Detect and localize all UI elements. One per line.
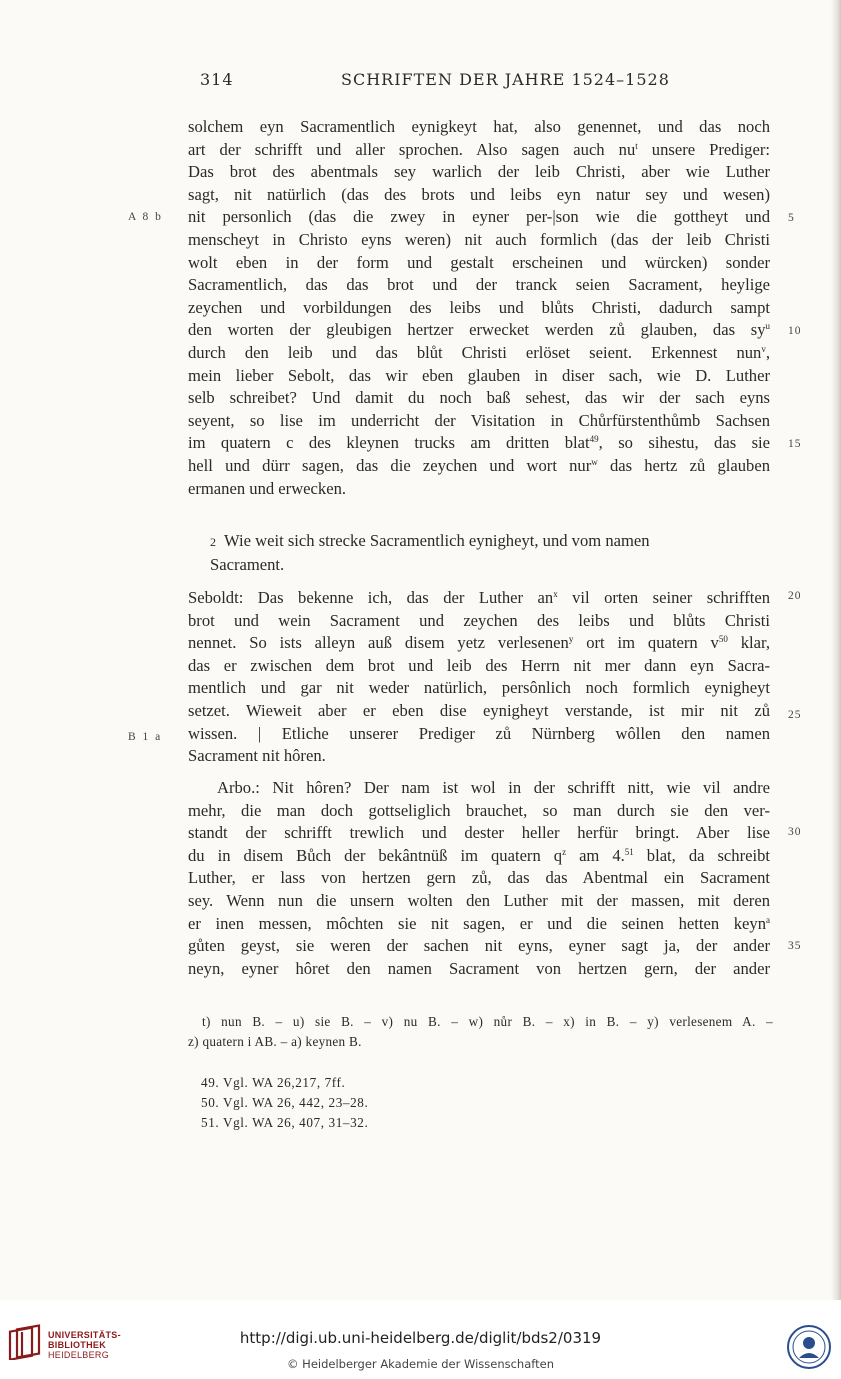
margin-siglum-b1a: B 1 a: [128, 731, 163, 743]
line-number: 10: [788, 325, 802, 337]
section-heading-line-2: Sacrament.: [210, 554, 285, 574]
text-line: standt der schrifft trewlich und dester heller herfür bringt. Aber lise: [188, 823, 770, 843]
text-line: Seboldt: Das bekenne ich, das der Luther $an^x$ vil orten seiner schrifften: [188, 588, 770, 607]
paragraph-2: [188, 587, 770, 768]
text-line: nennet. So ists alleyn auß disem yetz verlesenen$^y$ ort im quatern $v^{50}$ klar,: [188, 633, 770, 653]
text-line: nit personlich (das die zwey in eyner per-|son wie die gottheyt und: [188, 207, 770, 227]
reference-note: 51. Vgl. WA 26, 407, 31–32.: [201, 1115, 369, 1130]
text-line: sey. Wenn nun die unsern wolten den Luther mit der massen, mit deren: [188, 890, 770, 910]
text-line: art der schrifft und aller sprochen. Also sagen auch $nu^t$ unsere Prediger:: [188, 139, 770, 159]
reference-note: 49. Vgl. WA 26,217, 7ff.: [201, 1075, 346, 1090]
text-line: zeychen und vorbildungen des leibs und blůts Christi, dadurch sampt: [188, 297, 770, 317]
text-line: mehr, die man doch gottseliglich brauchet, so man durch sie den ver-: [188, 800, 770, 820]
text-line: ermanen und erwecken.: [188, 478, 347, 498]
text-line: mein lieber Sebolt, das wir eben glauben in diser sach, wie D. Luther: [188, 365, 770, 385]
reference-notes: [201, 1073, 368, 1133]
text-line: durch den leib und das blůt Christi erlöset seient. Erkennest nun$^v$,: [188, 342, 770, 362]
text-line: seyent, so lise im underricht der Visitation in Chůrfürstenthůmb Sachsen: [188, 410, 770, 430]
section-heading: [210, 530, 770, 576]
line-number: 25: [788, 709, 802, 721]
text-line: menscheyt in Christo eyns weren) nit auch formlich (das der leib Christi: [188, 229, 770, 249]
text-line: den worten der gleubigen hertzer erwecket werden zů glauben, das $sy^u$: [188, 320, 770, 340]
text-line: Luther, er lass von hertzen gern zů, das das Abentmal ein Sacrament: [188, 868, 770, 888]
book-spine-shadow: [831, 0, 841, 1300]
academy-seal-icon[interactable]: [786, 1324, 832, 1370]
line-number: 30: [788, 826, 802, 838]
line-number: 20: [788, 590, 802, 602]
text-line: Sacramentlich, das das brot und der tranck seien Sacrament, heylige: [188, 275, 770, 295]
document-url-link[interactable]: http://digi.ub.uni-heidelberg.de/diglit/bds2/0319: [239, 1329, 602, 1347]
text-line: im quatern c des kleynen trucks am dritten blat$^{49}$, so sihestu, das sie: [188, 433, 771, 453]
running-title: SCHRIFTEN DER JAHRE 1524–1528: [341, 70, 670, 89]
text-line: hell und dürr sagen, das die zeychen und wort nur$^w$ das hertz zů glauben: [188, 455, 770, 475]
paragraph-1: [188, 116, 770, 500]
text-line: mentlich und gar nit weder natürlich, persônlich noch formlich eynigheyt: [188, 678, 770, 698]
text-line: sagt, nit natürlich (das des brots und leibs eyn natur sey und wesen): [188, 184, 770, 204]
reference-note: 50. Vgl. WA 26, 442, 23–28.: [201, 1095, 369, 1110]
text-line: solchem eyn Sacramentlich eynigkeyt hat, also genennet, und das noch: [188, 117, 770, 136]
text-line: das er zwischen dem brot und leib des Herrn nit mer dann eyn Sacra-: [188, 655, 770, 675]
line-number: 15: [788, 438, 802, 450]
text-line: du in disem Bůch der bekântnüß im quatern $q^z$ am 4.51 blat, da schreibt: [188, 845, 771, 865]
text-line: Das brot des abentmals sey warlich der leib Christi, aber wie Luther: [188, 162, 770, 182]
running-head: [0, 68, 841, 92]
text-line: neyn, eyner hôret den namen Sacrament von hertzen gern, der ander: [188, 958, 770, 978]
text-line: Arbo.: Nit hôren? Der nam ist wol in der schrifft nitt, wie vil andre: [217, 778, 770, 797]
text-line: Sacrament nit hôren.: [188, 746, 326, 766]
text-line: selb schreibet? Und damit du noch baß sehest, das wir der sach eyns: [188, 388, 770, 408]
paragraph-3: [188, 777, 770, 980]
university-library-logo-text[interactable]: UNIVERSITÄTS- BIBLIOTHEK HEIDELBERG: [48, 1330, 121, 1360]
margin-siglum-a8b: A 8 b: [128, 211, 163, 223]
page-number: 314: [200, 70, 234, 89]
text-line: wolt eben in der form und gestalt erscheinen und würcken) sonder: [188, 252, 770, 272]
critical-apparatus: [188, 1012, 773, 1052]
text-line: wissen. | Etliche unserer Prediger zů Nürnberg wôllen den namen: [188, 723, 770, 743]
text-line: setzet. Wieweit aber er eben dise eynigheyt verstande, ist mir nit zů: [188, 700, 770, 720]
copyright-notice: © Heidelberger Akademie der Wissenschaften: [287, 1357, 554, 1371]
apparatus-line: t) nun B. – u) sie B. – v) nu B. – w) nůr B. – x) in B. – y) verlesenem A. –: [202, 1014, 773, 1029]
text-line: gůten geyst, sie weren der sachen nit eyns, eyner sagt ja, der ander: [188, 936, 770, 956]
text-line: er inen messen, môchten sie nit sagen, er und die seinen hetten keyn$^a$: [188, 913, 770, 933]
section-heading-line-1: 2 Wie weit sich strecke Sacramentlich eynigheyt, und vom namen: [210, 531, 650, 550]
line-number: 35: [788, 940, 802, 952]
line-number: 5: [788, 212, 795, 224]
apparatus-line: z) quatern i AB. – a) keynen B.: [188, 1034, 362, 1049]
text-line: brot und wein Sacrament und zeychen des leibs und blůts Christi: [188, 610, 770, 630]
